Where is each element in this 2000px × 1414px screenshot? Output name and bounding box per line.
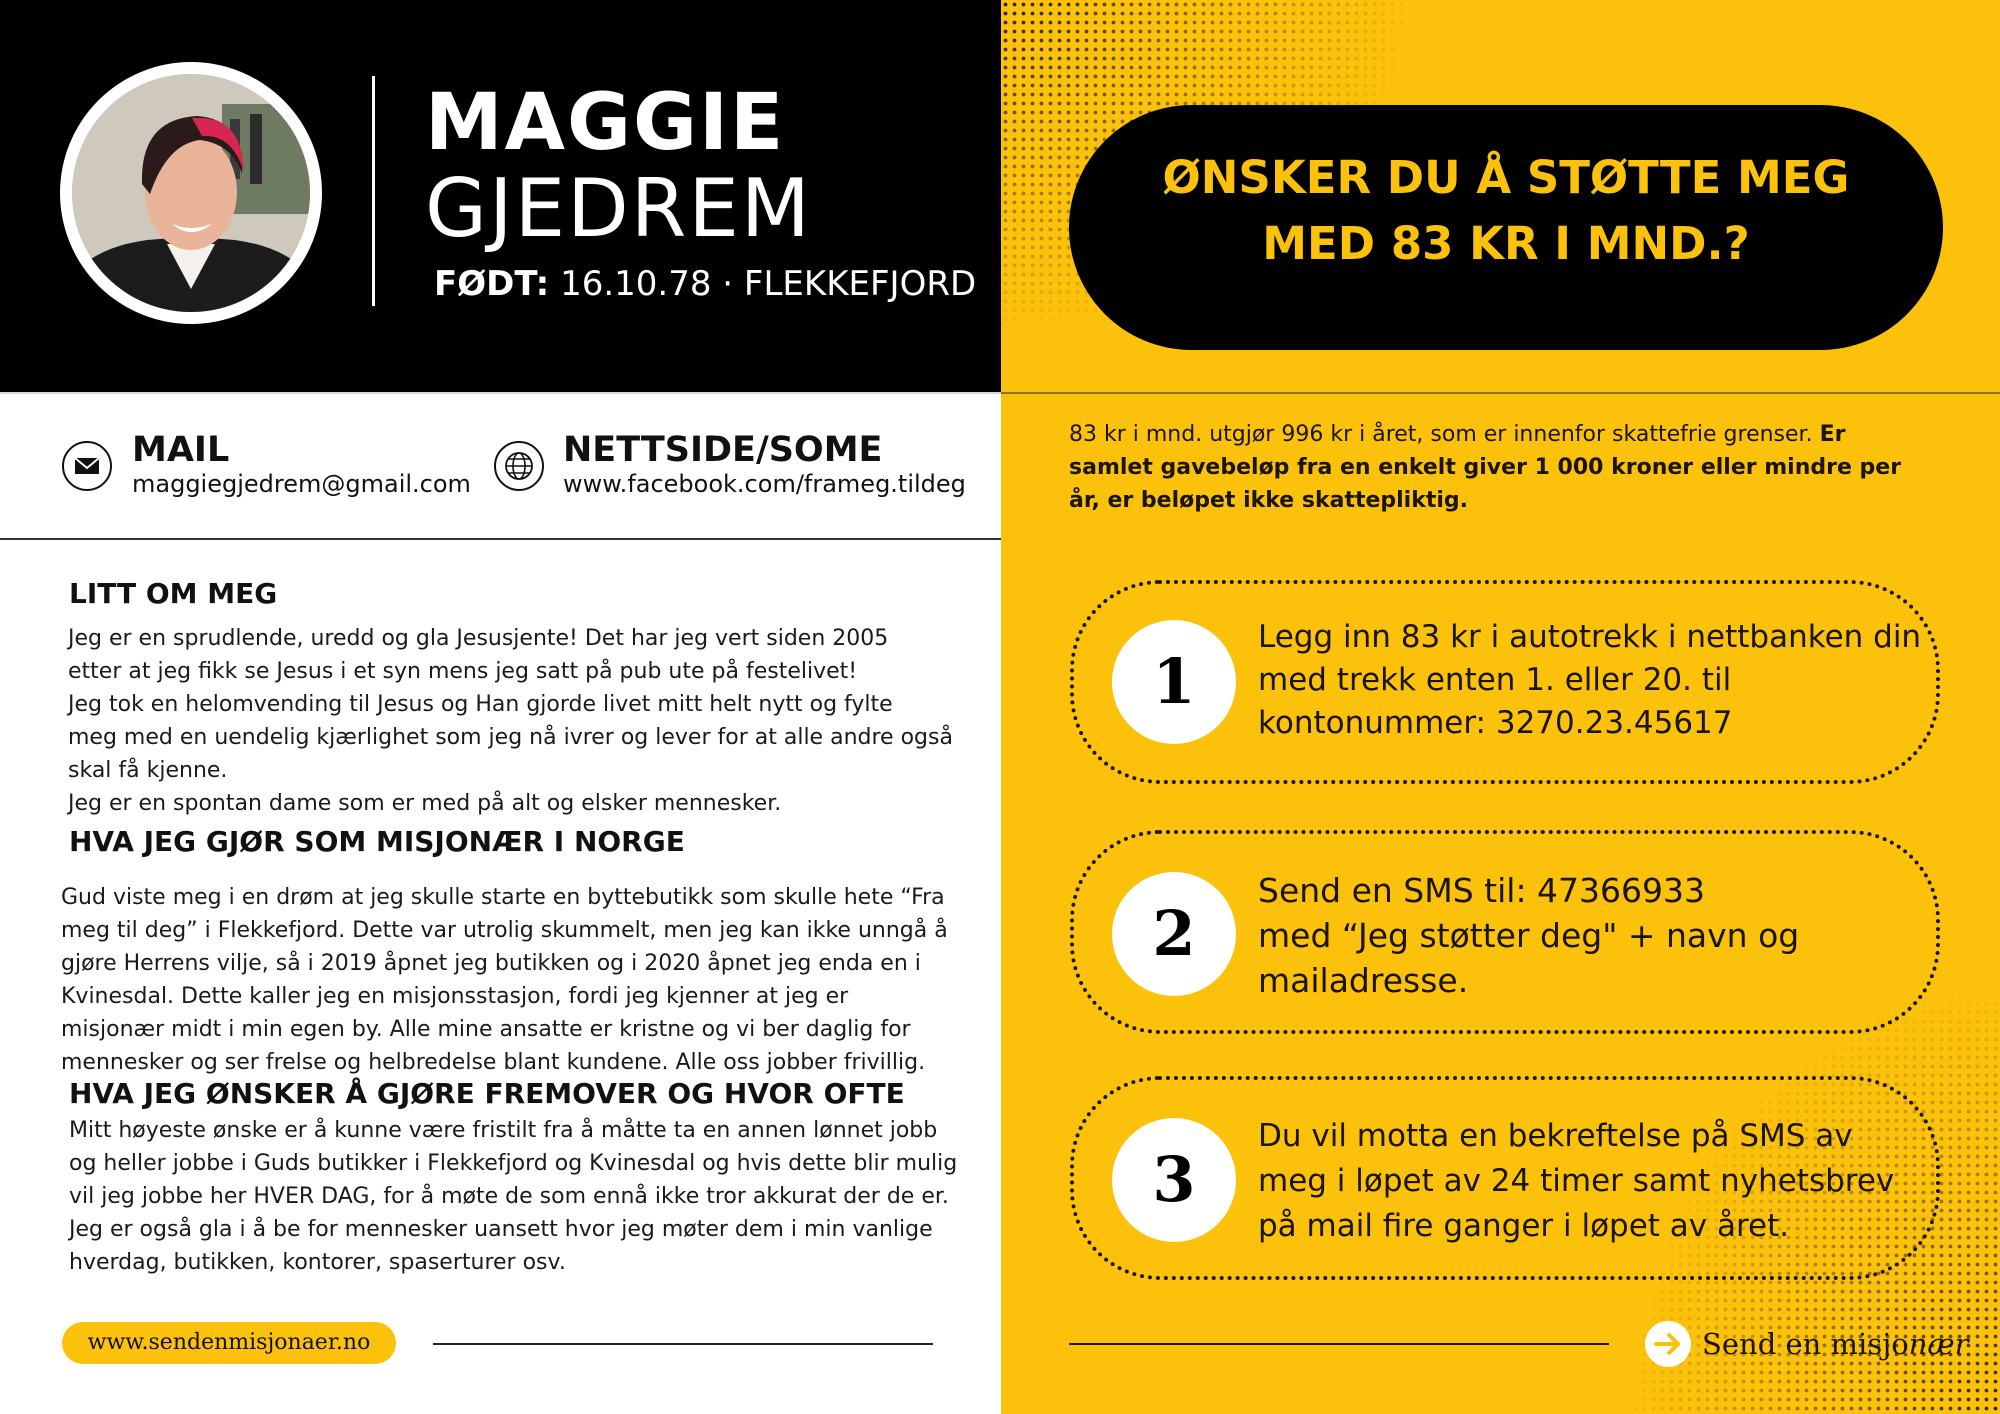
text-line: gjøre Herrens vilje, så i 2019 åpnet jeg butikken og i 2020 åpnet jeg enda en i [61,951,921,976]
step-line: meg i løpet av 24 timer samt nyhetsbrev [1258,1163,1895,1199]
website-link[interactable]: www.sendenmisjonaer.no [87,1330,371,1355]
mission-title: HVA JEG GJØR SOM MISJONÆR I NORGE [69,825,685,858]
text-line: Gud viste meg i en drøm at jeg skulle starte en byttebutikk som skulle hete “Fra [61,885,945,910]
step-line: på mail fire ganger i løpet av året. [1258,1208,1790,1244]
mission-text [61,881,948,1079]
headline-line-2: MED 83 KR I MND.? [1262,217,1750,270]
born-value: 16.10.78 · FLEKKEFJORD [560,264,977,304]
future-title: HVA JEG ØNSKER Å GJØRE FREMOVER OG HVOR OFTE [69,1077,905,1110]
mail-label: MAIL [132,430,230,470]
footer-line-left [433,1343,933,1345]
step-line: Send en SMS til: 47366933 [1258,871,1706,910]
born-label: FØDT: [434,264,550,304]
text-line: etter at jeg fikk se Jesus i et syn mens jeg satt på pub ute på festelivet! [68,659,858,684]
contact-bottom-rule [0,538,1001,540]
text-line: hverdag, butikken, kontorer, spaserturer osv. [69,1250,566,1275]
step-text [1258,1114,1894,1249]
send-text: Send en misjo [1702,1327,1909,1361]
envelope-icon [62,441,112,491]
step-line: mailadresse. [1258,961,1469,1000]
text-line: Jeg tok en helomvending til Jesus og Han gjorde livet mitt helt nytt og fylte [68,692,893,717]
step-2 [1070,830,1940,1034]
step-text [1258,868,1799,1003]
text-line: og heller jobbe i Guds butikker i Flekkefjord og Kvinesdal og hvis dette blir mulig [69,1151,958,1176]
text-line: Jeg er en sprudlende, uredd og gla Jesusjente! Det har jeg vert siden 2005 [68,626,889,651]
step-line: Du vil motta en bekreftelse på SMS av [1258,1118,1853,1154]
future-text [69,1114,957,1279]
text-line: meg med en uendelig kjærlighet som jeg nå ivrer og lever for at alle andre også [68,725,953,750]
send-link[interactable] [1702,1322,1968,1366]
support-headline [1069,145,1943,277]
step-1 [1070,580,1940,784]
step-number: 2 [1112,872,1236,996]
arrow-right-icon[interactable] [1645,1321,1691,1367]
globe-icon [494,441,544,491]
about-text [68,622,953,820]
mail-value[interactable]: maggiegjedrem@gmail.com [132,470,471,498]
contact-top-rule [0,392,1001,394]
tax-bold: Er samlet gavebeløp fra en enkelt giver 1 000 kroner eller mindre per år, er beløpet ikke skattepliktig. [1069,422,1902,513]
last-name: GJEDREM [425,162,812,255]
tax-plain: 83 kr i mnd. utgjør 996 kr i året, som er innenfor skattefrie grenser. [1069,422,1813,447]
tax-note [1069,418,1929,517]
text-line: skal få kjenne. [68,758,228,783]
send-text-italic: nær [1908,1327,1969,1361]
first-name: MAGGIE [425,78,786,168]
text-line: Jeg er også gla i å be for mennesker uansett hvor jeg møter dem i min vanlige [69,1217,933,1242]
step-text [1258,616,1921,745]
headline-line-1: ØNSKER DU Å STØTTE MEG [1162,151,1850,204]
step-number: 1 [1112,620,1236,744]
text-line: meg til deg” i Flekkefjord. Dette var utrolig skummelt, men jeg kan ikke unngå å [61,918,948,943]
header-divider [372,76,375,306]
portrait-image [72,74,310,312]
text-line: Kvinesdal. Dette kaller jeg en misjonsstasjon, fordi jeg kjenner at jeg er [61,984,849,1009]
step-line: med trekk enten 1. eller 20. til [1258,662,1732,698]
profile-photo [60,62,322,324]
footer-line-right [1069,1343,1609,1345]
text-line: Mitt høyeste ønske er å kunne være fristilt fra å måtte ta en annen lønnet jobb [69,1118,938,1143]
step-line: med “Jeg støtter deg" + navn og [1258,916,1800,955]
birth-info [434,262,976,306]
step-3 [1070,1076,1940,1280]
step-number: 3 [1112,1118,1236,1242]
web-label: NETTSIDE/SOME [563,430,883,470]
text-line: vil jeg jobbe her HVER DAG, for å møte de som ennå ikke tror akkurat der de er. [69,1184,949,1209]
text-line: Jeg er en spontan dame som er med på alt og elsker mennesker. [68,791,782,816]
text-line: mennesker og ser frelse og helbredelse blant kundene. Alle oss jobber frivillig. [61,1050,926,1075]
right-divider [1001,392,2000,394]
about-title: LITT OM MEG [69,577,278,610]
text-line: misjonær midt i min egen by. Alle mine ansatte er kristne og vi ber daglig for [61,1017,911,1042]
step-line: kontonummer: 3270.23.45617 [1258,705,1733,741]
web-value[interactable]: www.facebook.com/frameg.tildeg [563,470,966,498]
step-line: Legg inn 83 kr i autotrekk i nettbanken din [1258,619,1922,655]
